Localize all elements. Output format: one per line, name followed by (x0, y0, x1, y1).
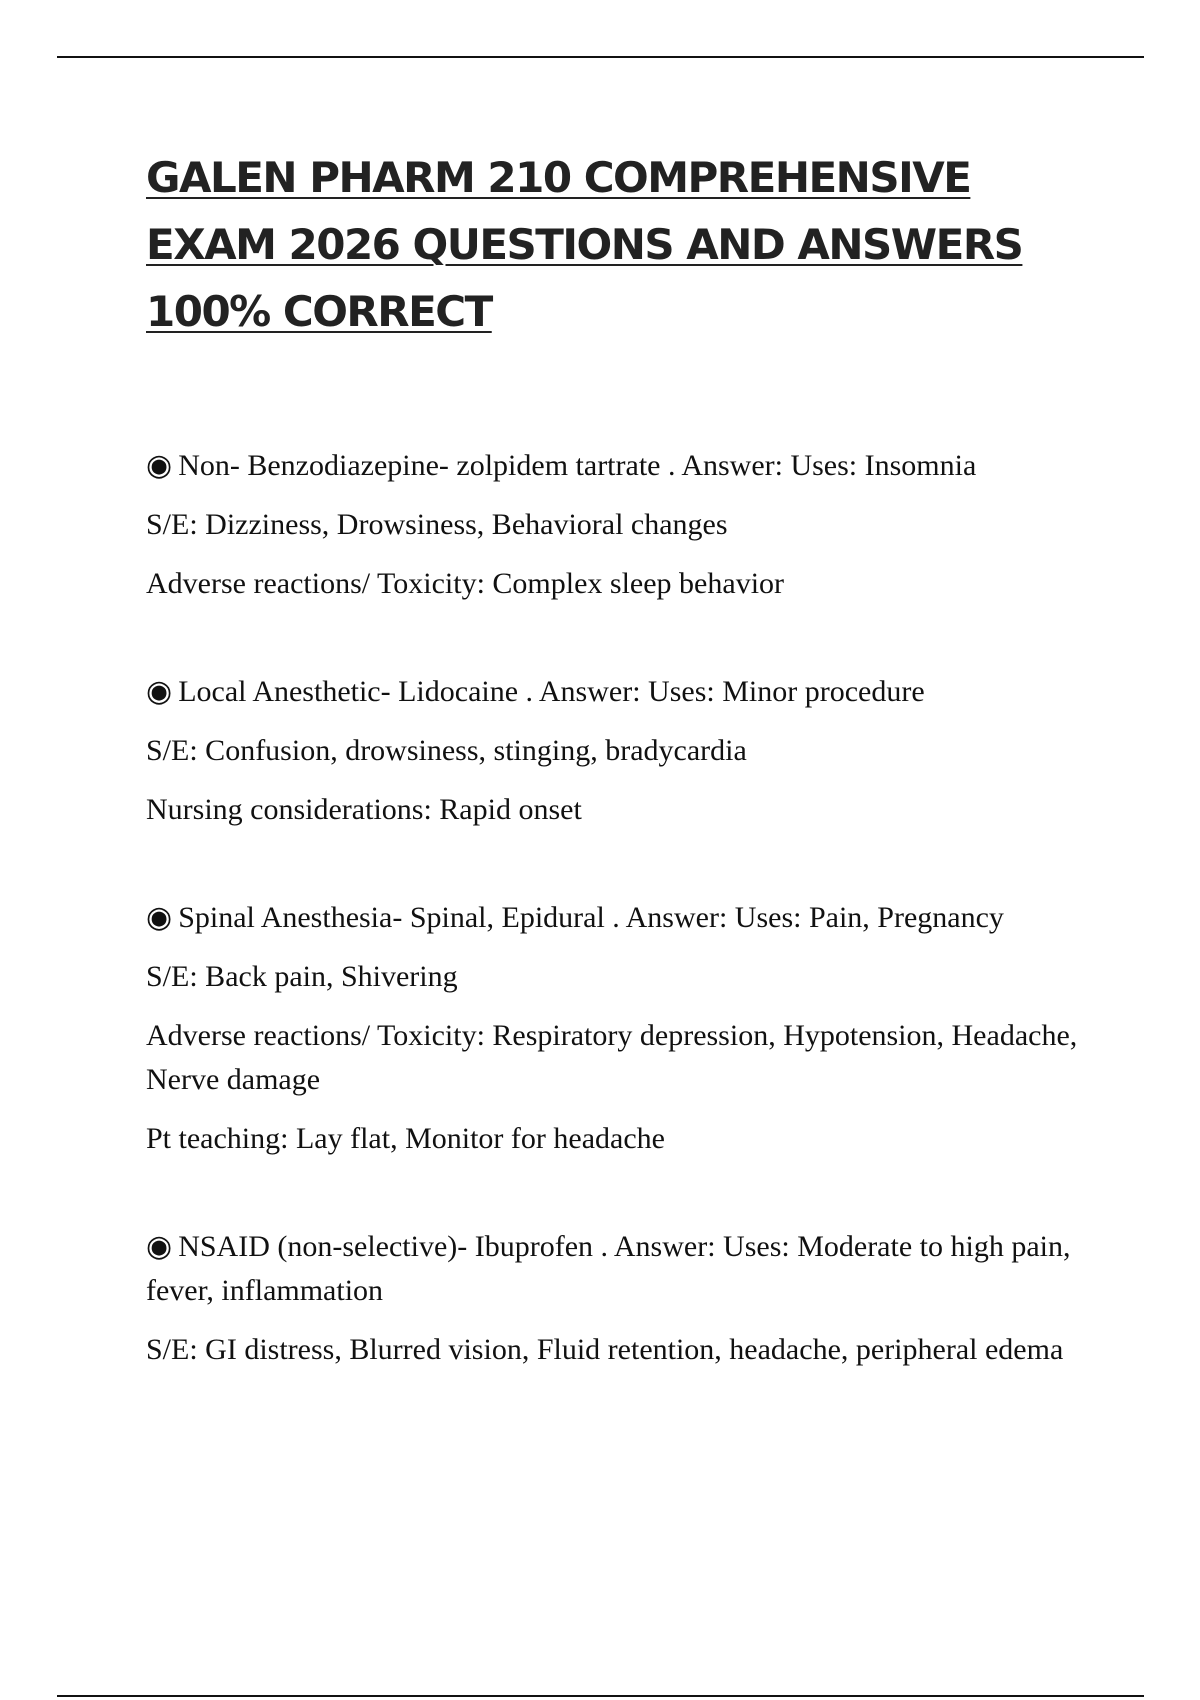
answer-line: S/E: Dizziness, Drowsiness, Behavioral changes (146, 508, 728, 541)
bullet-radio-icon: ◉ (146, 675, 173, 708)
answer-line: S/E: Confusion, drowsiness, stinging, bradycardia (146, 734, 747, 767)
question-line (146, 444, 1086, 488)
question-text: Non- Benzodiazepine- zolpidem tartrate . Answer: Uses: Insomnia (178, 449, 977, 482)
qa-entry (146, 1225, 1086, 1372)
answer-line: S/E: GI distress, Blurred vision, Fluid retention, headache, peripheral edema (146, 1333, 1064, 1366)
answer-line: Adverse reactions/ Toxicity: Complex sleep behavior (146, 567, 785, 600)
qa-list (146, 444, 1086, 1436)
qa-entry (146, 896, 1086, 1161)
bullet-radio-icon: ◉ (146, 901, 173, 934)
question-line (146, 1225, 1086, 1313)
answer-line: Nursing considerations: Rapid onset (146, 793, 582, 826)
document-title-text: GALEN PHARM 210 COMPREHENSIVE EXAM 2026 QUESTIONS AND ANSWERS 100% CORRECT (146, 153, 1023, 336)
top-rule (57, 56, 1144, 58)
bullet-radio-icon: ◉ (146, 1230, 173, 1263)
bottom-rule (57, 1695, 1144, 1697)
answer-line: Pt teaching: Lay flat, Monitor for headache (146, 1122, 665, 1155)
bullet-radio-icon: ◉ (146, 449, 173, 482)
question-text: Local Anesthetic- Lidocaine . Answer: Uses: Minor procedure (178, 675, 925, 708)
question-text: NSAID (non-selective)- Ibuprofen . Answer: Uses: Moderate to high pain, fever, inflammation (146, 1230, 1071, 1307)
question-line (146, 896, 1086, 940)
question-text: Spinal Anesthesia- Spinal, Epidural . Answer: Uses: Pain, Pregnancy (178, 901, 1004, 934)
document-title (146, 144, 1066, 345)
qa-entry (146, 444, 1086, 606)
answer-line: S/E: Back pain, Shivering (146, 960, 458, 993)
answer-line: Adverse reactions/ Toxicity: Respiratory depression, Hypotension, Headache, Nerve damage (146, 1019, 1078, 1096)
qa-entry (146, 670, 1086, 832)
question-line (146, 670, 1086, 714)
